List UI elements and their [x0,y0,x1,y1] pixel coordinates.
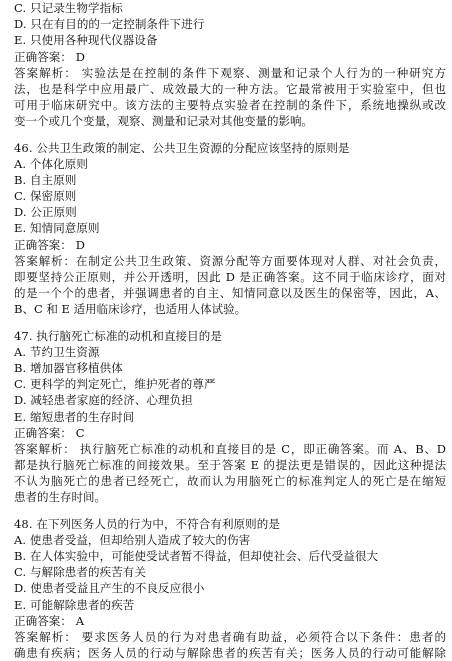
analysis-line: 即要坚持公正原则，并公开透明，因此 D 是正确答案。这不同于临床诊疗，面对 [14,270,446,284]
prev-question-tail [14,0,446,130]
option-e: E. 只使用各种现代仪器设备 [14,33,158,48]
analysis-line: 都是执行脑死亡标准的间接效果。至于答案 E 的提法更是错误的，因此这种提法 [14,458,446,473]
analysis-line: 答案解析：在制定公共卫生政策、资源分配等方面要体现对人群、对社会负责， [14,253,446,268]
option-e: E. 知情同意原则 [14,221,100,236]
option-d: D. 公正原则 [14,205,77,220]
analysis-line: 可用于临床研究中。该方法的主要特点实验者在控制的条件下，系统地操纵或改 [14,98,446,113]
option-a: A. 使患者受益，但却给别人造成了较大的伤害 [14,532,251,547]
analysis-line: B、C 和 E 适用临床诊疗，也适用人体试验。 [14,302,247,317]
analysis-line: 答案解析： 执行脑死亡标准的动机和直接目的是 C，即正确答案。而 A、B、D [14,441,446,456]
analysis-line: 答案解析： 要求医务人员的行为对患者确有助益，必须符合以下条件：患者的 [14,629,446,644]
option-c: C. 保密原则 [14,189,77,204]
question-46 [14,140,446,318]
option-d: D. 使患者受益且产生的不良反应很小 [14,581,205,596]
option-b: B. 自主原则 [14,172,77,187]
option-c: C. 只记录生物学指标 [14,1,123,15]
option-d: D. 只在有目的的一定控制条件下进行 [14,17,205,32]
question-title: 46. 公共卫生政策的制定、公共卫生资源的分配应该坚持的原则是 [14,140,350,155]
question-title: 47. 执行脑死亡标准的动机和直接目的是 [14,328,222,343]
option-b: B. 增加器官移植供体 [14,360,123,375]
correct-answer: 正确答案： C [14,425,85,440]
option-a: A. 节约卫生资源 [14,344,100,359]
analysis-line: 患者的生存时间。 [14,490,106,505]
option-c: C. 更科学的判定死亡，维护死者的尊严 [14,377,216,392]
question-48 [14,516,446,661]
analysis-line: 变一个或几个变量，观察、测量和记录对其他变量的影响。 [14,114,313,129]
correct-answer: 正确答案： D [14,237,86,252]
option-d: D. 减轻患者家庭的经济、心理负担 [14,393,193,408]
analysis-line: 不认为脑死亡的患者已经死亡，故而认为用脑死亡的标准判定人的死亡是在缩短 [14,474,446,489]
analysis-line: 答案解析： 实验法是在控制的条件下观察、测量和记录个人行为的一种研究方 [14,65,446,80]
option-c: C. 与解除患者的疾苦有关 [14,565,146,580]
correct-answer: 正确答案： A [14,613,85,628]
analysis-line: 确患有疾病；医务人员的行动与解除患者的疾苦有关；医务人员的行动可能解除 [14,646,446,661]
option-b: B. 在人体实验中，可能使受试者暂不得益，但却使社会、后代受益很大 [14,549,379,563]
option-e: E. 可能解除患者的疾苦 [14,597,135,612]
analysis-line: 法，也是科学中应用最广、成效最大的一种方法。它最常被用于实验室中，但也 [14,81,446,96]
document-page [14,0,446,661]
option-e: E. 缩短患者的生存时间 [14,409,135,424]
analysis-line: 的是一个个的患者，并强调患者的自主、知情同意以及医生的保密等，因此，A、 [14,286,446,301]
question-47 [14,328,446,506]
question-title: 48. 在下列医务人员的行为中，不符合有利原则的是 [14,516,280,531]
option-a: A. 个体化原则 [14,156,88,171]
correct-answer: 正确答案： D [14,49,86,64]
